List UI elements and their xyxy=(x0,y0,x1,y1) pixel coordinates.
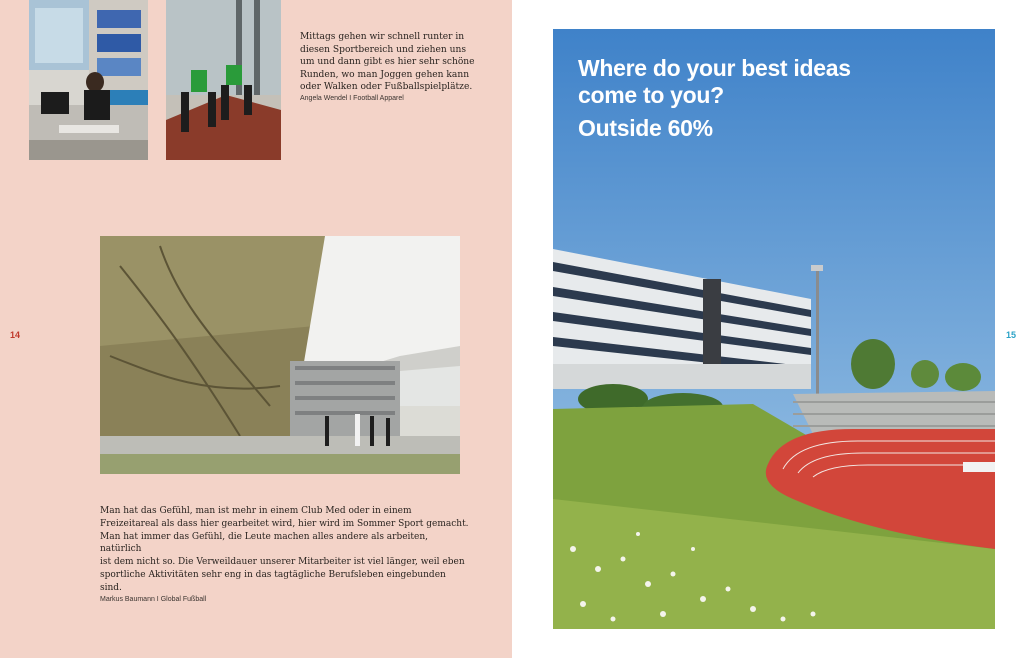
bottom-quote-credit: Markus Baumann I Global Fußball xyxy=(100,595,207,603)
bottom-quote-line: sportliche Aktivitäten sehr eng in das tagtägliche Berufsleben eingebunden sind. xyxy=(100,569,446,593)
headline-question-line: come to you? xyxy=(578,82,724,108)
top-quote-line: Mittags gehen wir schnell runter in xyxy=(300,32,465,42)
top-quote-line: Runden, wo man Joggen gehen kann xyxy=(300,69,470,80)
headline xyxy=(578,55,958,142)
top-quote-line: um und dann gibt es hier sehr schöne xyxy=(300,57,475,68)
bottom-quote-line: Freizeitareal als dass hier gearbeitet wird, hier wird im Sommer Sport gemacht. xyxy=(100,518,469,529)
bottom-quote-line: Man hat das Gefühl, man ist mehr in einem Club Med oder in einem xyxy=(100,506,412,516)
office-photo xyxy=(29,0,148,160)
top-quote-line: oder Walken oder Fußballspielplätze. xyxy=(300,82,473,93)
bottom-quote-line: Man hat immer das Gefühl, die Leute machen alles andere als arbeiten, natürlich xyxy=(100,531,429,555)
page-number-right: 15 xyxy=(1006,330,1017,340)
stretching-photo xyxy=(166,0,281,160)
top-quote xyxy=(300,31,500,104)
headline-question-line: Where do your best ideas xyxy=(578,55,851,81)
top-quote-credit: Angela Wendel I Football Apparel xyxy=(300,94,404,102)
headline-stat: Outside 60% xyxy=(578,115,713,141)
building-photo xyxy=(100,236,460,474)
page-number-left: 14 xyxy=(10,330,21,340)
bottom-quote xyxy=(100,505,470,605)
bottom-quote-line: ist dem nicht so. Die Verweildauer unserer Mitarbeiter ist viel länger, weil eben xyxy=(100,557,465,568)
top-quote-line: diesen Sportbereich und ziehen uns xyxy=(300,44,466,55)
